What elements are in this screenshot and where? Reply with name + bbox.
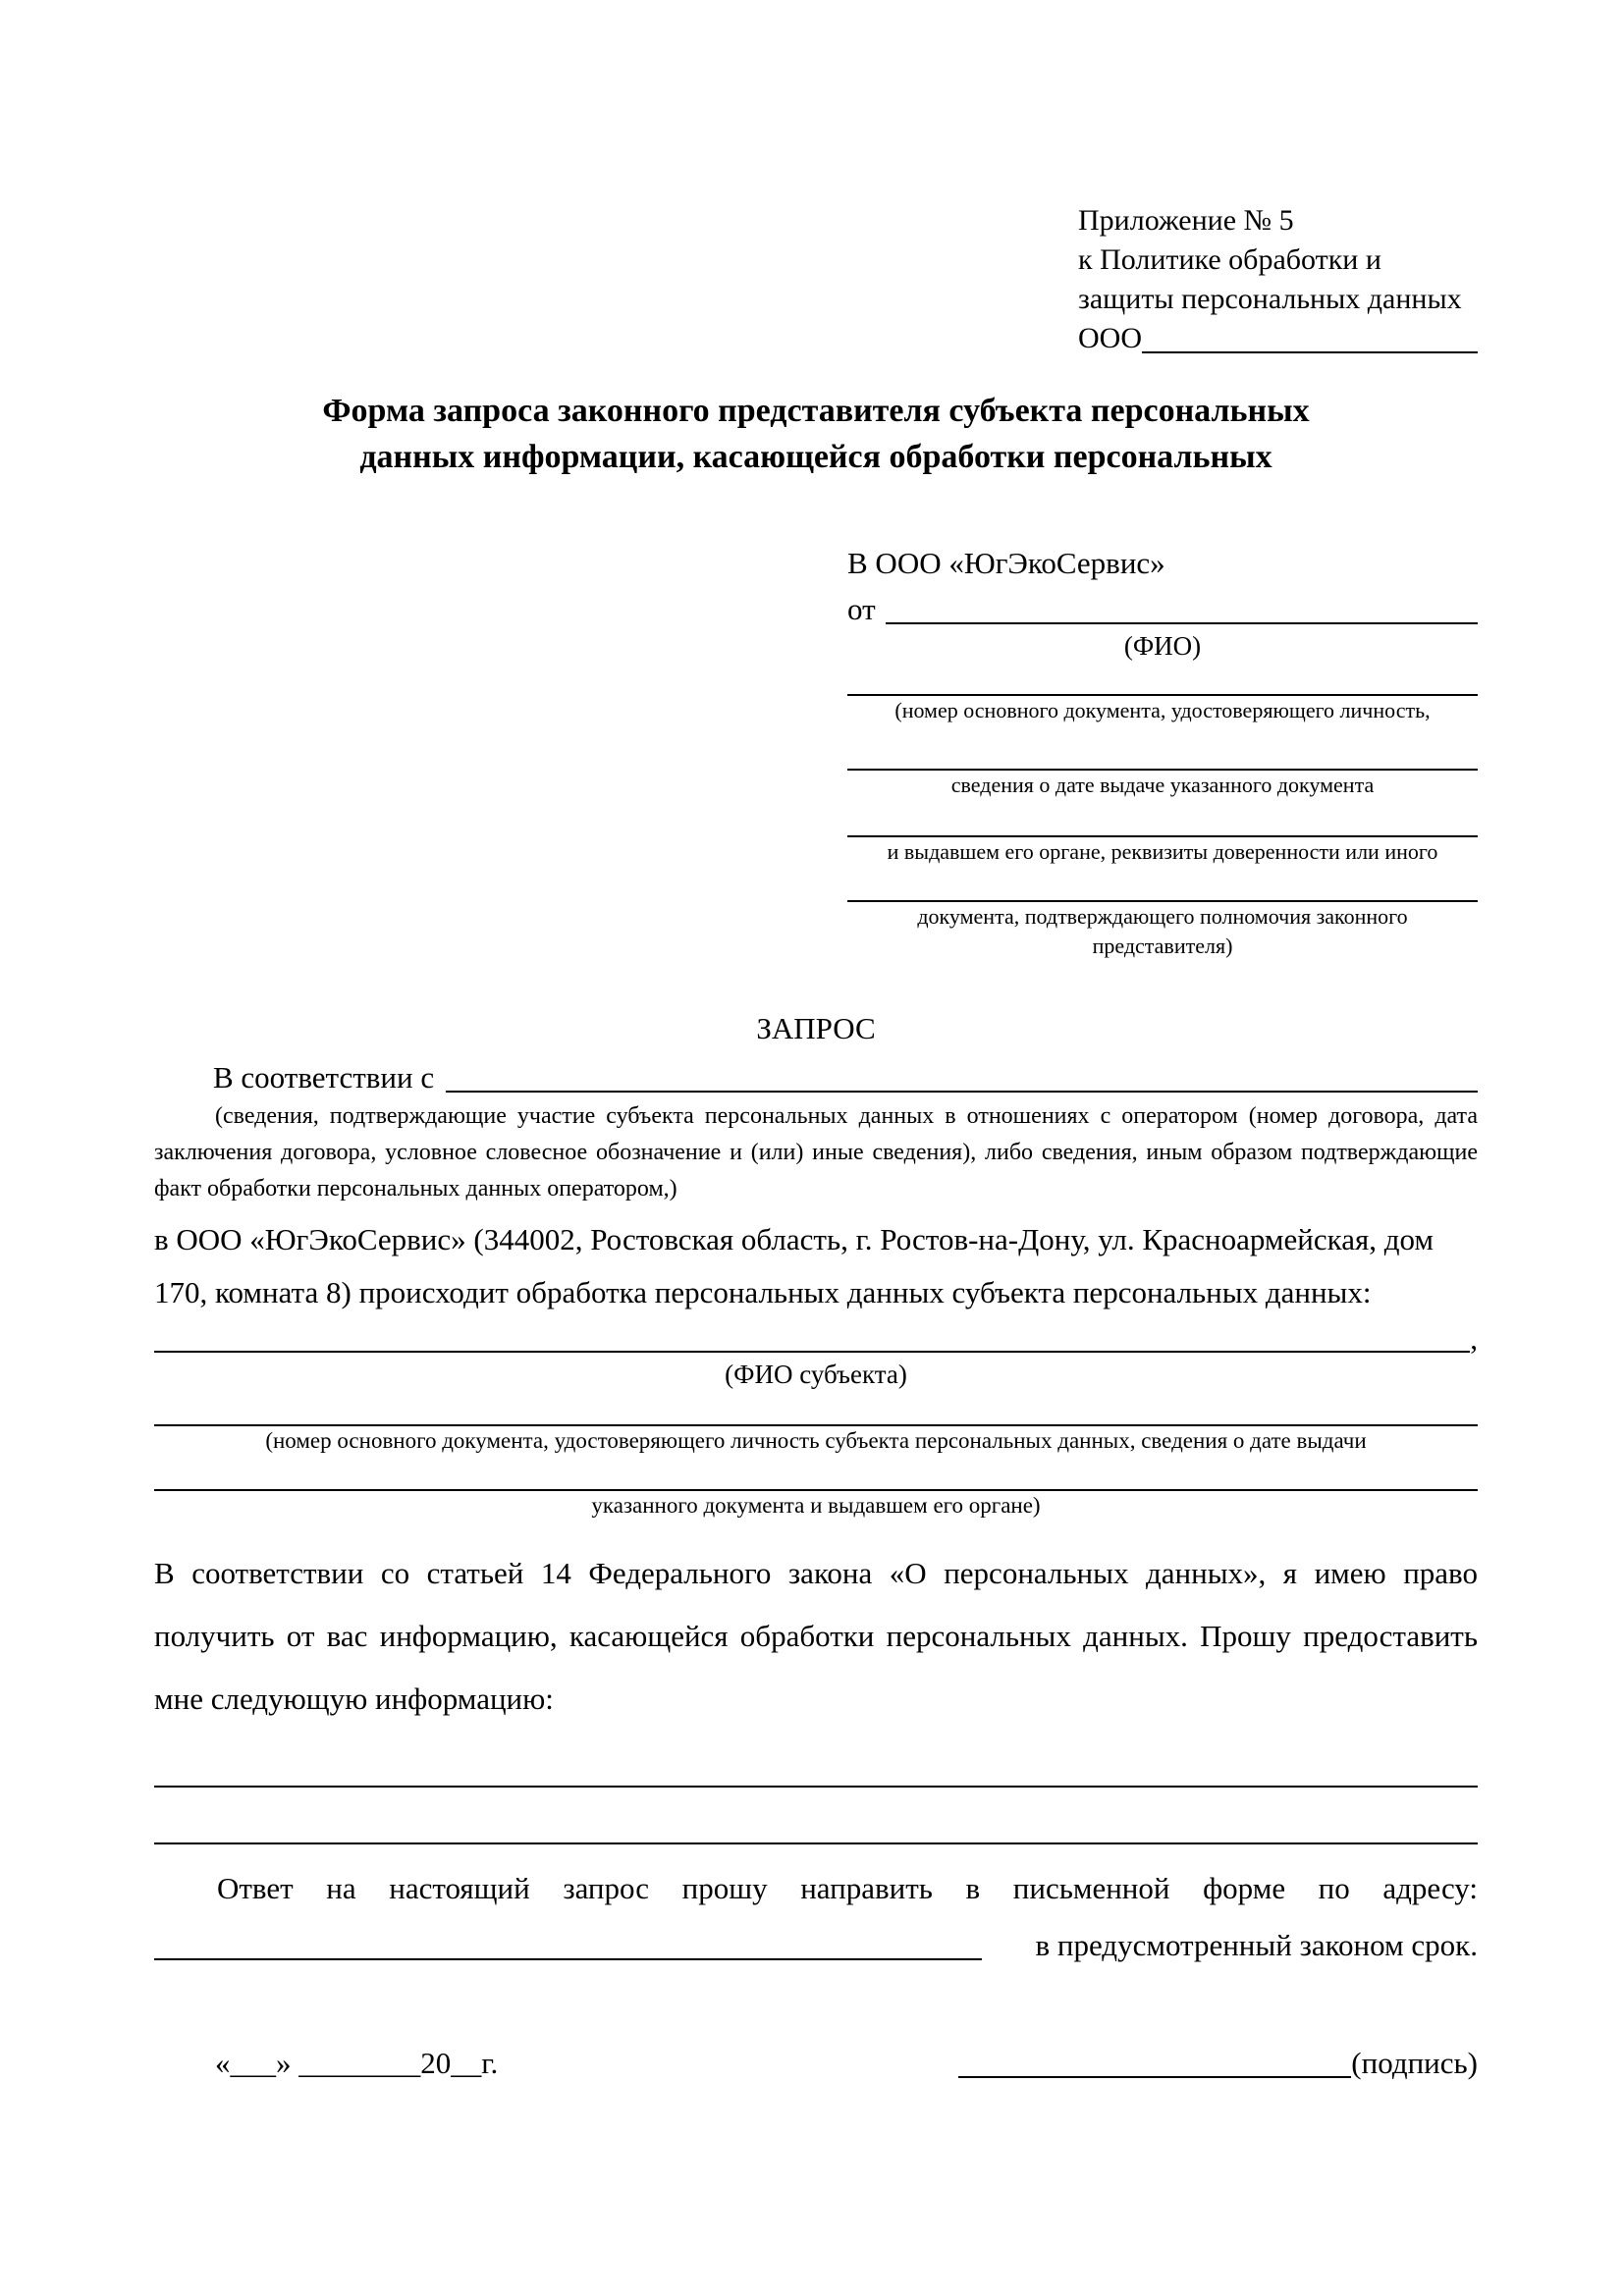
info-blank-line-2 (154, 1842, 1478, 1844)
reply-paragraph: Ответ на настоящий запрос прошу направить в письменной форме по адресу: (217, 1871, 1478, 1905)
appendix-note (1078, 201, 1478, 358)
info-blank-line-1 (154, 1786, 1478, 1788)
appendix-line-2: к Политике обработки и (1078, 243, 1381, 276)
from-row (847, 589, 1478, 630)
ooo-label: ООО (1078, 322, 1142, 354)
subject-doc-caption-1: (номер основного документа, удостоверяющего личность субъекта персональных данных, сведения о дате выдачи (265, 1428, 1367, 1453)
doc-power-field (847, 867, 1478, 902)
subject-name-row (154, 1319, 1478, 1359)
subject-doc-caption-2: указанного документа и выдавшем его органе) (591, 1493, 1041, 1518)
doc-authority-field (847, 800, 1478, 837)
basis-field (446, 1057, 1478, 1093)
reply-address-row (154, 1925, 1478, 1966)
doc-authority-caption: и выдавшем его органе, реквизиты доверенности или иного (887, 839, 1438, 864)
doc-issue-date-field (847, 725, 1478, 771)
form-title-line-1: Форма запроса законного представителя субъекта персональных (322, 393, 1310, 429)
signature-caption: (подпись) (1351, 2046, 1478, 2080)
reply-tail: в предусмотренный законом срок. (1035, 1928, 1478, 1962)
subject-name-field (154, 1319, 1470, 1353)
subject-name-comma: , (1470, 1321, 1478, 1356)
ooo-blank-field (1142, 319, 1478, 353)
ooo-row (1078, 319, 1478, 358)
rights-paragraph: В соответствии со статьей 14 Федерального закона «О персональных данных», я имею право получить от вас информацию, касающейся обработки персональных данных. Прошу предоставить мне следующую информацию: (154, 1556, 1478, 1716)
request-heading: ЗАПРОС (756, 1011, 876, 1045)
reply-address-field (154, 1925, 982, 1960)
date-field: «___» ________20__г. (215, 2046, 499, 2080)
doc-number-caption: (номер основного документа, удостоверяющего личность, (894, 698, 1431, 722)
fio-caption: (ФИО) (1123, 631, 1202, 661)
appendix-line-3: защиты персональных данных (1078, 283, 1462, 315)
appendix-line-1: Приложение № 5 (1078, 204, 1294, 237)
doc-number-field (847, 663, 1478, 696)
addressee-org: В ООО «ЮгЭкоСервис» (847, 546, 1165, 580)
footer-row (154, 2043, 1478, 2084)
basis-small-print: (сведения, подтверждающие участие субъекта персональных данных в отношениях с оператором (номер договора, дата заключения договора, условное словесное обозначение и (или) иные сведения), либо сведения, иным образом подтверждающие факт обработки персональных данных оператором,) (154, 1103, 1478, 1201)
basis-row (154, 1057, 1478, 1098)
form-title (154, 388, 1478, 480)
form-title-line-2: данных информации, касающейся обработки персональных (359, 439, 1272, 475)
subject-name-caption: (ФИО субъекта) (725, 1360, 907, 1389)
signature-field (958, 2076, 1351, 2078)
from-label: от (847, 592, 876, 626)
doc-issue-date-caption: сведения о дате выдаче указанного документа (950, 773, 1375, 797)
operator-address-paragraph: в ООО «ЮгЭкоСервис» (344002, Ростовская область, г. Ростов-на-Дону, ул. Красноармейская, дом 170, комната 8) происходит обработка персональных данных субъекта персональных данных: (154, 1222, 1435, 1309)
signature-block (958, 2043, 1478, 2084)
from-name-field (886, 589, 1478, 624)
addressee-block (847, 544, 1478, 961)
basis-label: В соответствии с (213, 1060, 435, 1095)
doc-power-caption: документа, подтверждающего полномочия законного представителя) (917, 904, 1408, 958)
